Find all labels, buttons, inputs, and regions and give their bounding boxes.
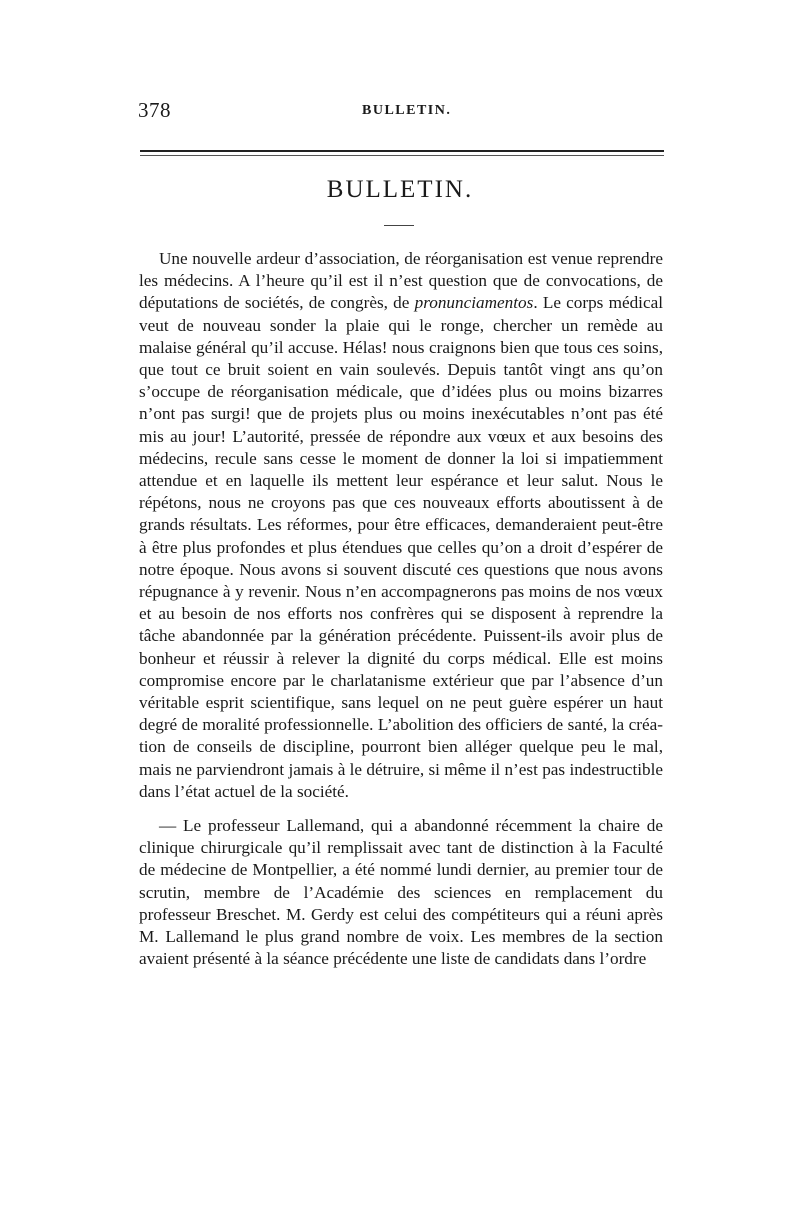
paragraph-1-text-start: Une nouvelle ardeur d’association, de réorganisation est venue reprendre les médecins. A l’heure qu’il est il n’est question que de convocations, de députations de sociétés, de congrès, de — [139, 249, 663, 313]
header-rule — [140, 150, 664, 156]
paragraph-1-text-end: . Le corps médical veut de nouveau sonder la plaie qui le ronge, chercher un remède au malaise général qu’il accuse. Hélas! nous craignons bien que tous ces soins, que tout ce bruit soient en vain soulevés. Depuis tantôt vingt ans qu’on s’occupe de réorganisation médicale, que d’idées plus ou moins bizarres n’ont pas surgi! que de projets plus ou moins inexécutables n’ont pas été mis au jour! L’autorité, pressée de répondre aux vœux et aux besoins des médecins, recule sans cesse le moment de donner la loi si impatiemment attendue et en laquelle ils mettent leur espérance et leur salut. Nous le répétons, nous ne croyons pas que ces nouveaux efforts aboutissent à de grands résultats. Les réformes, pour être efficaces, demanderaient peut-être à être plus profondes et plus étendues que celles qu’on a droit d’espérer de notre époque. Nous avons si souvent discuté ces questions que nous avons répugnance à y revenir. Nous n’en accompagnerons pas moins de nos vœux et au besoin de nos efforts nos confrères qui se disposent à reprendre la tâche abandonnée par la génération précédente. Puissent-ils avoir plus de bonheur et réussir à relever la dignité du corps médical. Elle est moins compromise encore par le charlatanisme extérieur que par l’absence d’un véritable esprit scientifique, sans lequel on ne peut guère espérer un haut degré de moralité professionnelle. L’abolition des officiers de santé, la création de conseils de discipline, pourront bien alléger quelque peu le mal, mais ne parviendront jamais à le détruire, si même il n’est pas indestructible dans l’état actuel de la société. — [139, 293, 663, 801]
paragraph-2: — Le professeur Lallemand, qui a abandonné récemment la chaire de clinique chirurgicale qu’il remplissait avec tant de distinction à la Faculté de médecine de Montpellier, a été nommé lundi dernier, au premier tour de scrutin, membre de l’Académie des sciences en remplacement du professeur Breschet. M. Gerdy est celui des compétiteurs qui a réuni après M. Lallemand le plus grand nombre de voix. Les membres de la section avaient présenté à la séance précédente une liste de candidats dans l’ordre — [139, 816, 663, 969]
paragraph-1 — [139, 248, 663, 803]
running-head: BULLETIN. — [362, 103, 452, 118]
page-title: BULLETIN. — [326, 176, 474, 203]
page-number: 378 — [138, 98, 171, 122]
title-rule — [384, 225, 414, 226]
article-body — [139, 248, 663, 971]
paragraph-1-italic-term: pronunciamentos — [414, 293, 534, 313]
